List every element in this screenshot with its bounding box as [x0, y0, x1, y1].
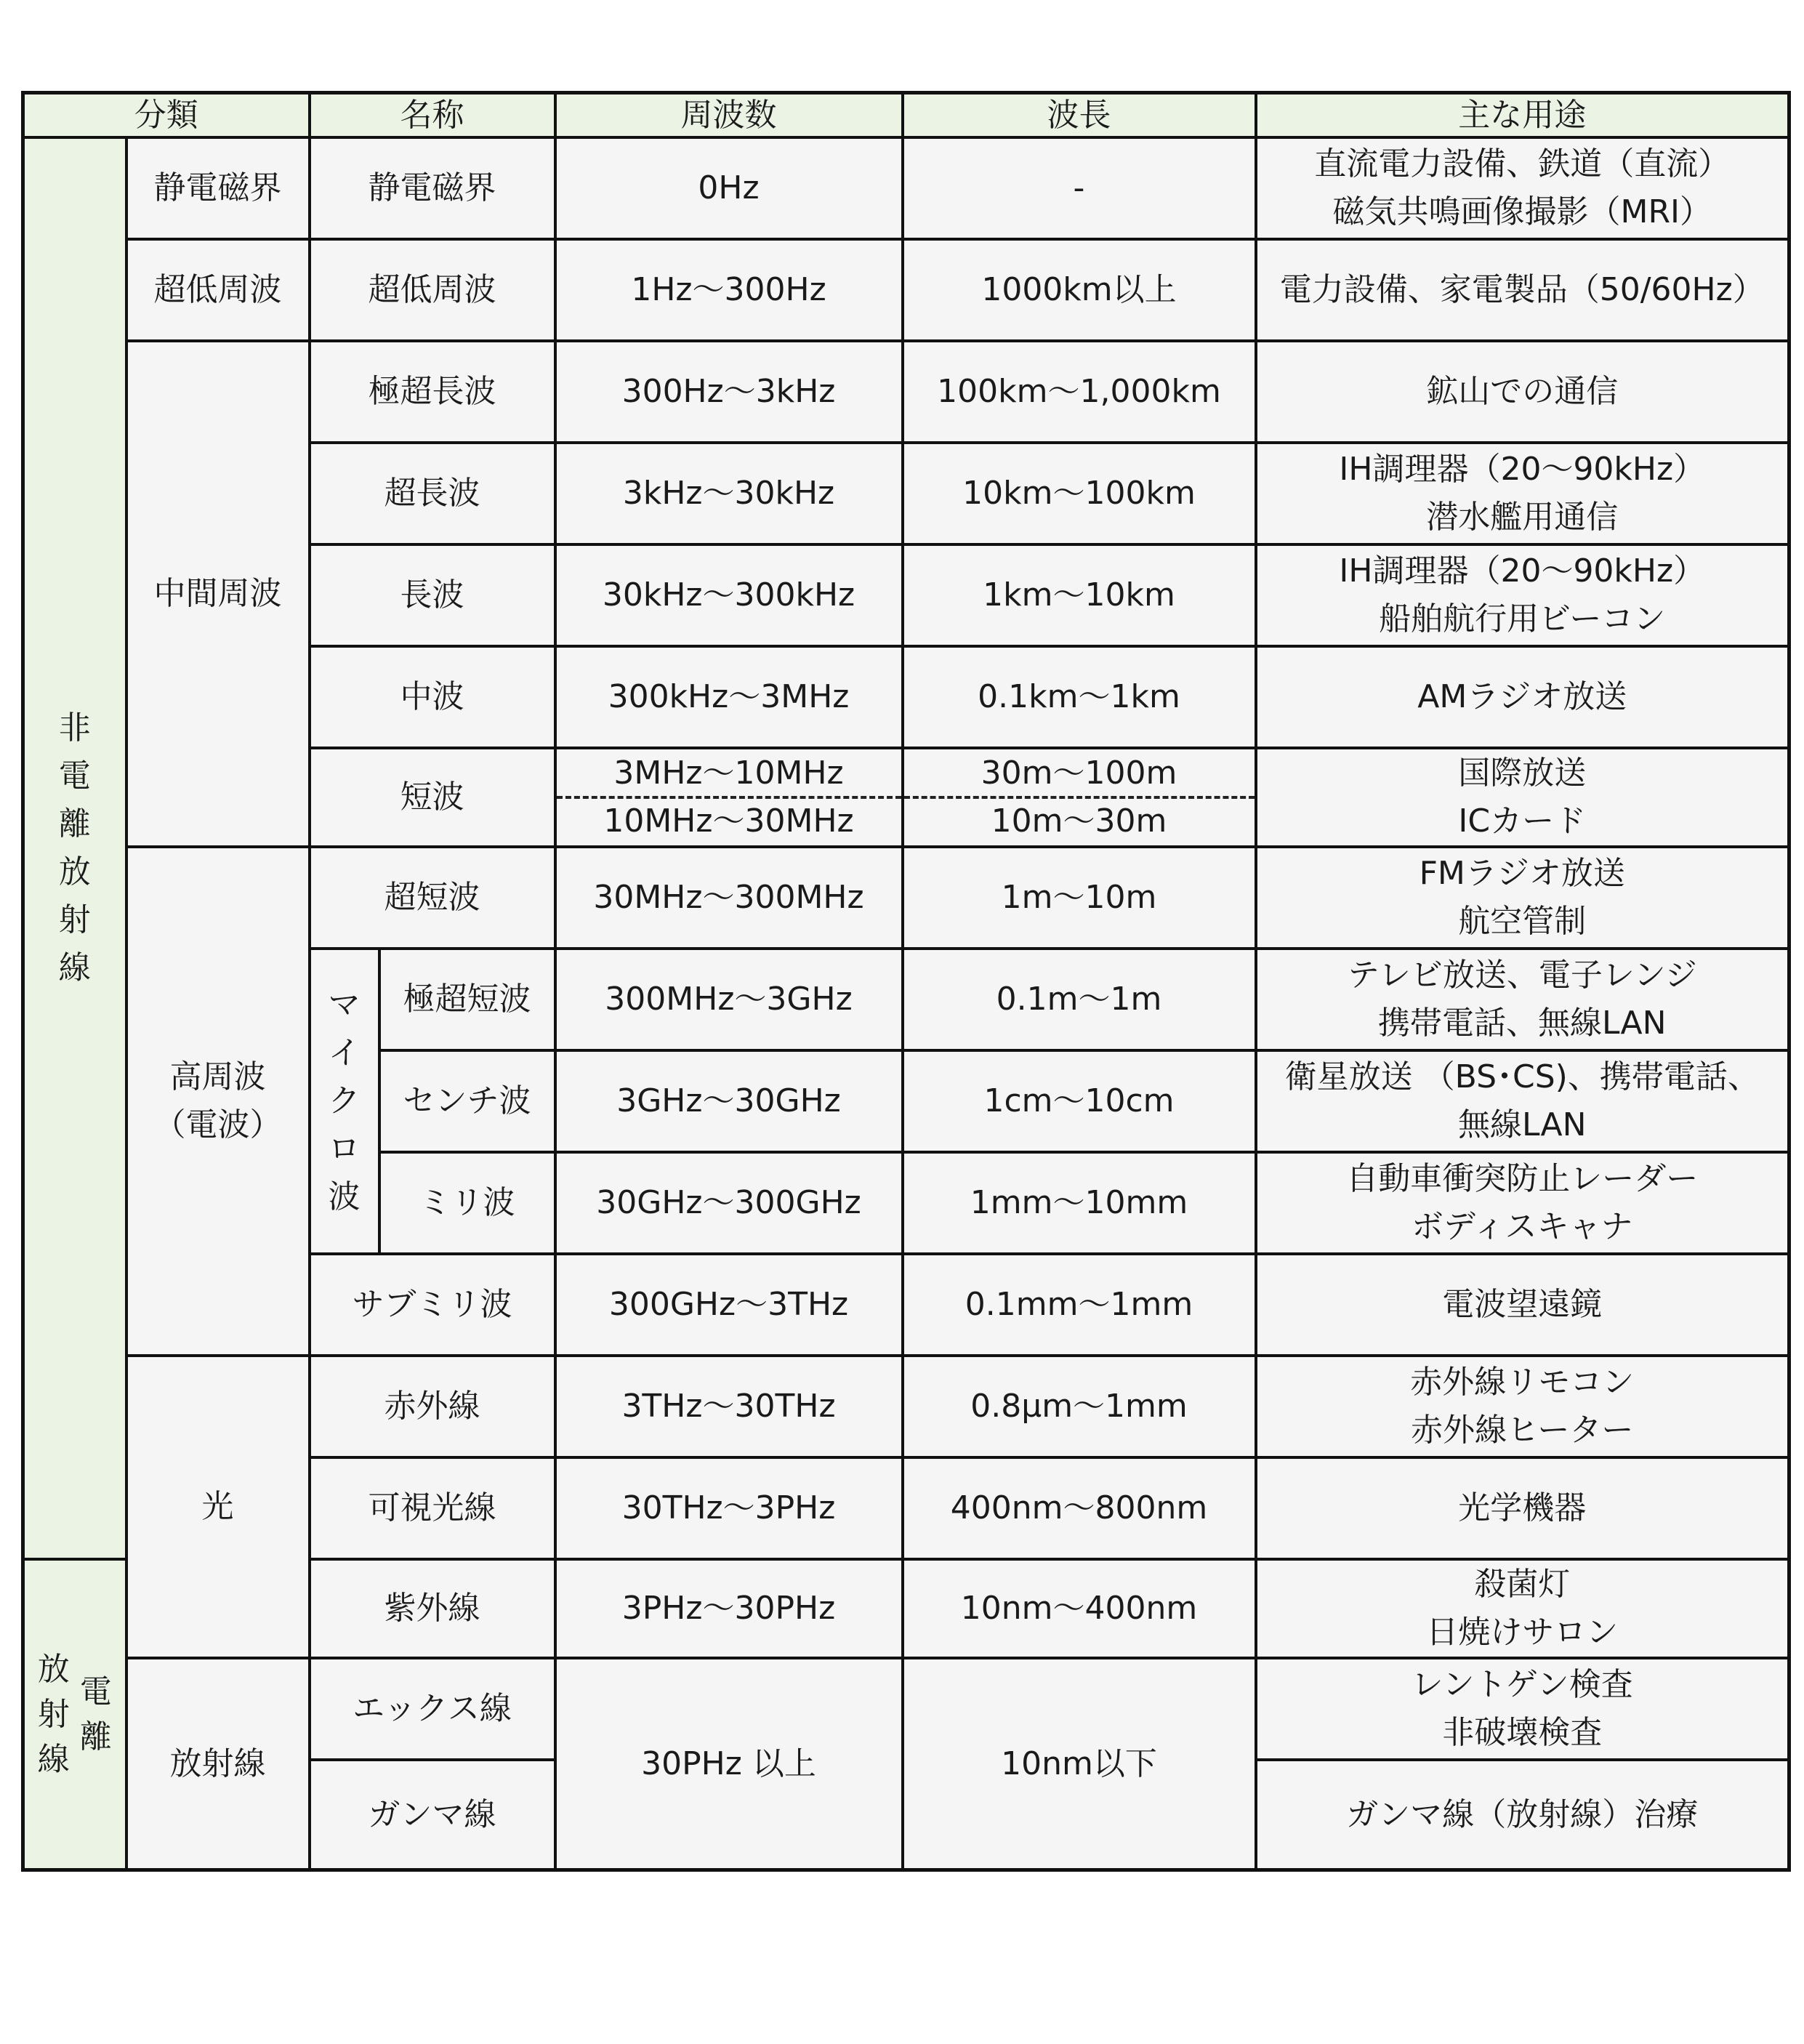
- name-cell: 極超短波: [379, 949, 555, 1050]
- wavelength-cell: 10nm以下: [903, 1658, 1256, 1870]
- frequency-cell: 3PHz～30PHz: [555, 1559, 903, 1658]
- use-cell: IH調理器（20～90kHz） 船舶航行用ビーコン: [1256, 544, 1789, 646]
- name-cell: 紫外線: [310, 1559, 555, 1658]
- wavelength-cell: 0.1km～1km: [903, 646, 1256, 748]
- use-cell: レントゲン検査 非破壊検査: [1256, 1658, 1789, 1760]
- use-cell: 衛星放送 （BS･CS)、携帯電話、 無線LAN: [1256, 1050, 1789, 1152]
- use-cell: 電波望遠鏡: [1256, 1254, 1789, 1356]
- name-cell: 超低周波: [310, 239, 555, 341]
- wavelength-cell: 1mm～10mm: [903, 1152, 1256, 1254]
- name-cell: センチ波: [379, 1050, 555, 1152]
- wavelength-cell: 100km～1,000km: [903, 341, 1256, 443]
- table-row: [23, 847, 1789, 949]
- frequency-upper: 3MHz～10MHz: [557, 751, 901, 799]
- frequency-cell: 0Hz: [555, 137, 903, 239]
- table-row: [23, 1658, 1789, 1760]
- header-name: 名称: [310, 93, 555, 138]
- wavelength-cell: 1000km以上: [903, 239, 1256, 341]
- wavelength-cell-split: [903, 748, 1256, 847]
- name-cell: 超短波: [310, 847, 555, 949]
- wavelength-cell: 10nm～400nm: [903, 1559, 1256, 1658]
- frequency-cell: 30GHz～300GHz: [555, 1152, 903, 1254]
- frequency-lower: 10MHz～30MHz: [603, 802, 854, 840]
- use-cell: 鉱山での通信: [1256, 341, 1789, 443]
- use-cell: IH調理器（20～90kHz） 潜水艦用通信: [1256, 443, 1789, 544]
- wavelength-cell: 0.1m～1m: [903, 949, 1256, 1050]
- name-cell: 超長波: [310, 443, 555, 544]
- frequency-cell: 3THz～30THz: [555, 1356, 903, 1457]
- group-non-ionizing-radiation: 非 電 離 放 射 線: [23, 137, 126, 1559]
- subgroup-static-field: 静電磁界: [126, 137, 310, 239]
- name-cell: ガンマ線: [310, 1760, 555, 1870]
- use-cell: 電力設備、家電製品（50/60Hz）: [1256, 239, 1789, 341]
- frequency-cell: 300Hz～3kHz: [555, 341, 903, 443]
- name-cell: 極超長波: [310, 341, 555, 443]
- subgroup-elf: 超低周波: [126, 239, 310, 341]
- frequency-cell: 30MHz～300MHz: [555, 847, 903, 949]
- use-cell: AMラジオ放送: [1256, 646, 1789, 748]
- wavelength-cell: -: [903, 137, 1256, 239]
- use-cell: 直流電力設備、鉄道（直流） 磁気共鳴画像撮影（MRI）: [1256, 137, 1789, 239]
- header-frequency: 周波数: [555, 93, 903, 138]
- header-use: 主な用途: [1256, 93, 1789, 138]
- name-cell: 短波: [310, 748, 555, 847]
- frequency-cell: 30THz～3PHz: [555, 1457, 903, 1559]
- header-wavelength: 波長: [903, 93, 1256, 138]
- name-cell: 可視光線: [310, 1457, 555, 1559]
- frequency-cell: 30PHz 以上: [555, 1658, 903, 1870]
- em-spectrum-table-container: [21, 91, 1791, 1872]
- wavelength-cell: 0.1mm～1mm: [903, 1254, 1256, 1356]
- table-row: [23, 1356, 1789, 1457]
- wavelength-lower: 10m～30m: [991, 802, 1167, 840]
- frequency-cell: 3GHz～30GHz: [555, 1050, 903, 1152]
- name-cell: エックス線: [310, 1658, 555, 1760]
- use-cell: 光学機器: [1256, 1457, 1789, 1559]
- wavelength-cell: 1cm～10cm: [903, 1050, 1256, 1152]
- frequency-cell: 300kHz～3MHz: [555, 646, 903, 748]
- table-row: [23, 137, 1789, 239]
- name-cell: 長波: [310, 544, 555, 646]
- use-cell: 国際放送 ICカード: [1256, 748, 1789, 847]
- wavelength-cell: 10km～100km: [903, 443, 1256, 544]
- use-cell: FMラジオ放送 航空管制: [1256, 847, 1789, 949]
- wavelength-cell: 1km～10km: [903, 544, 1256, 646]
- name-cell: サブミリ波: [310, 1254, 555, 1356]
- use-cell: 赤外線リモコン 赤外線ヒーター: [1256, 1356, 1789, 1457]
- frequency-cell: 300GHz～3THz: [555, 1254, 903, 1356]
- table-row: [23, 239, 1789, 341]
- wavelength-cell: 1m～10m: [903, 847, 1256, 949]
- header-classification: 分類: [23, 93, 310, 138]
- subgroup-microwave: マ イ ク ロ 波: [310, 949, 379, 1254]
- use-cell: テレビ放送、電子レンジ 携帯電話、無線LAN: [1256, 949, 1789, 1050]
- use-cell: 自動車衝突防止レーダー ボディスキャナ: [1256, 1152, 1789, 1254]
- frequency-cell: 30kHz～300kHz: [555, 544, 903, 646]
- em-spectrum-table: [21, 91, 1791, 1872]
- subgroup-light: 光: [126, 1356, 310, 1658]
- table-row: [23, 341, 1789, 443]
- frequency-cell: 300MHz～3GHz: [555, 949, 903, 1050]
- name-cell: ミリ波: [379, 1152, 555, 1254]
- wavelength-upper: 30m～100m: [904, 751, 1255, 799]
- use-cell: ガンマ線（放射線）治療: [1256, 1760, 1789, 1870]
- name-cell: 中波: [310, 646, 555, 748]
- group-ionizing-radiation: 放 射 線 電 離: [23, 1559, 126, 1870]
- header-row: [23, 93, 1789, 138]
- name-cell: 静電磁界: [310, 137, 555, 239]
- subgroup-radiation: 放射線: [126, 1658, 310, 1870]
- use-cell: 殺菌灯 日焼けサロン: [1256, 1559, 1789, 1658]
- frequency-cell-split: [555, 748, 903, 847]
- subgroup-radio-frequency: 高周波 （電波）: [126, 847, 310, 1356]
- wavelength-cell: 400nm～800nm: [903, 1457, 1256, 1559]
- frequency-cell: 3kHz～30kHz: [555, 443, 903, 544]
- name-cell: 赤外線: [310, 1356, 555, 1457]
- subgroup-intermediate-frequency: 中間周波: [126, 341, 310, 847]
- wavelength-cell: 0.8μm～1mm: [903, 1356, 1256, 1457]
- frequency-cell: 1Hz～300Hz: [555, 239, 903, 341]
